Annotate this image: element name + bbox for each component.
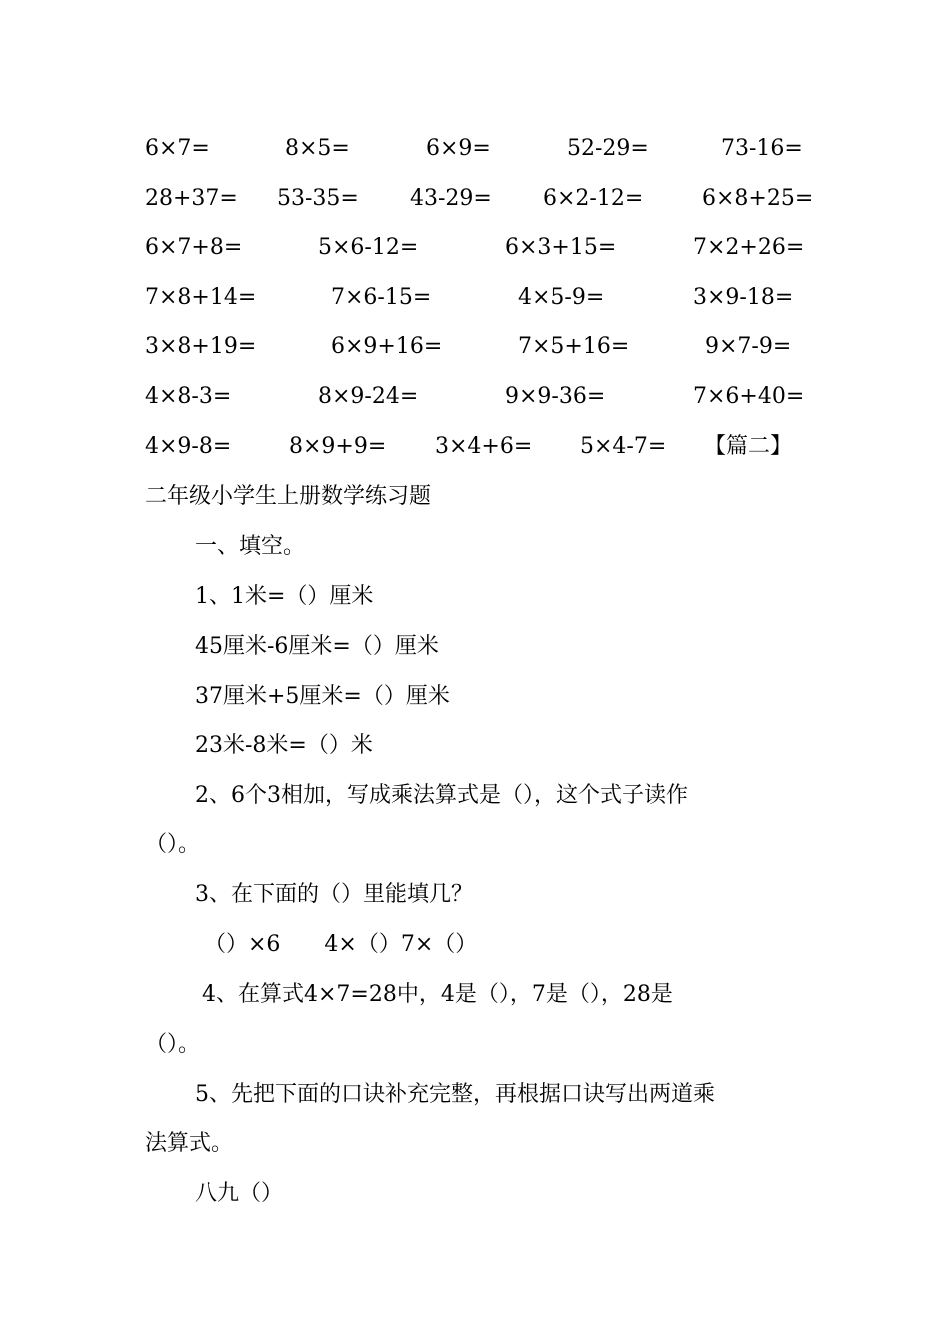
exercise-row (145, 223, 810, 273)
exercise-row (145, 124, 810, 174)
question-line: （）。 (145, 1032, 201, 1057)
exercise-row (145, 273, 810, 323)
section-title: 二年级小学生上册数学练习题 (145, 484, 432, 509)
section-marker: 【篇二】 (704, 434, 793, 459)
exercise: 6×7+8= (145, 235, 243, 260)
exercise: 6×9+16= (331, 334, 443, 359)
exercise: 73-16= (721, 136, 803, 161)
part-heading: 一、填空。 (195, 534, 306, 559)
question-line: 3、在下面的（）里能填几？ (195, 882, 473, 907)
question-line: 4、在算式4×7=28中，4是（），7是（），28是 (202, 982, 673, 1007)
exercise: 7×2+26= (693, 235, 805, 260)
question-line: （）×6 4×（）7×（） (204, 932, 478, 957)
exercise: 7×8+14= (145, 285, 257, 310)
question-line: 法算式。 (145, 1131, 234, 1156)
exercise-row (145, 422, 810, 472)
exercise: 5×4-7= (580, 434, 667, 459)
exercise: 8×9-24= (318, 384, 419, 409)
exercise: 28+37= (145, 186, 238, 211)
exercise: 6×9= (426, 136, 491, 161)
question-line: 八九（） (195, 1181, 284, 1206)
exercise: 3×4+6= (435, 434, 533, 459)
exercise: 3×8+19= (145, 334, 257, 359)
question-line: 23米-8米=（）米 (195, 733, 373, 758)
question-line: 45厘米-6厘米=（）厘米 (195, 634, 439, 659)
exercise: 7×6+40= (693, 384, 805, 409)
exercise-row (145, 322, 810, 372)
exercise: 9×7-9= (705, 334, 792, 359)
exercise: 53-35= (277, 186, 359, 211)
exercise: 5×6-12= (318, 235, 419, 260)
exercise: 9×9-36= (505, 384, 606, 409)
question-line: （）。 (145, 832, 201, 857)
exercise: 6×3+15= (505, 235, 617, 260)
exercise: 4×8-3= (145, 384, 232, 409)
question-line: 37厘米+5厘米=（）厘米 (195, 684, 450, 709)
exercise: 6×7= (145, 136, 210, 161)
exercise: 43-29= (410, 186, 492, 211)
exercise: 7×6-15= (331, 285, 432, 310)
exercise: 6×2-12= (543, 186, 644, 211)
exercise: 4×5-9= (518, 285, 605, 310)
exercise: 52-29= (567, 136, 649, 161)
question-line: 2、6个3相加，写成乘法算式是（），这个式子读作 (195, 783, 688, 808)
exercise: 8×9+9= (289, 434, 387, 459)
exercise: 7×5+16= (518, 334, 630, 359)
exercise: 8×5= (285, 136, 350, 161)
exercise-row (145, 174, 814, 224)
question-line: 1、1米=（）厘米 (195, 584, 374, 609)
exercise-row (145, 372, 810, 422)
exercise: 3×9-18= (693, 285, 794, 310)
question-line: 5、先把下面的口诀补充完整，再根据口诀写出两道乘 (195, 1082, 715, 1107)
exercise: 4×9-8= (145, 434, 232, 459)
exercise: 6×8+25= (702, 186, 814, 211)
